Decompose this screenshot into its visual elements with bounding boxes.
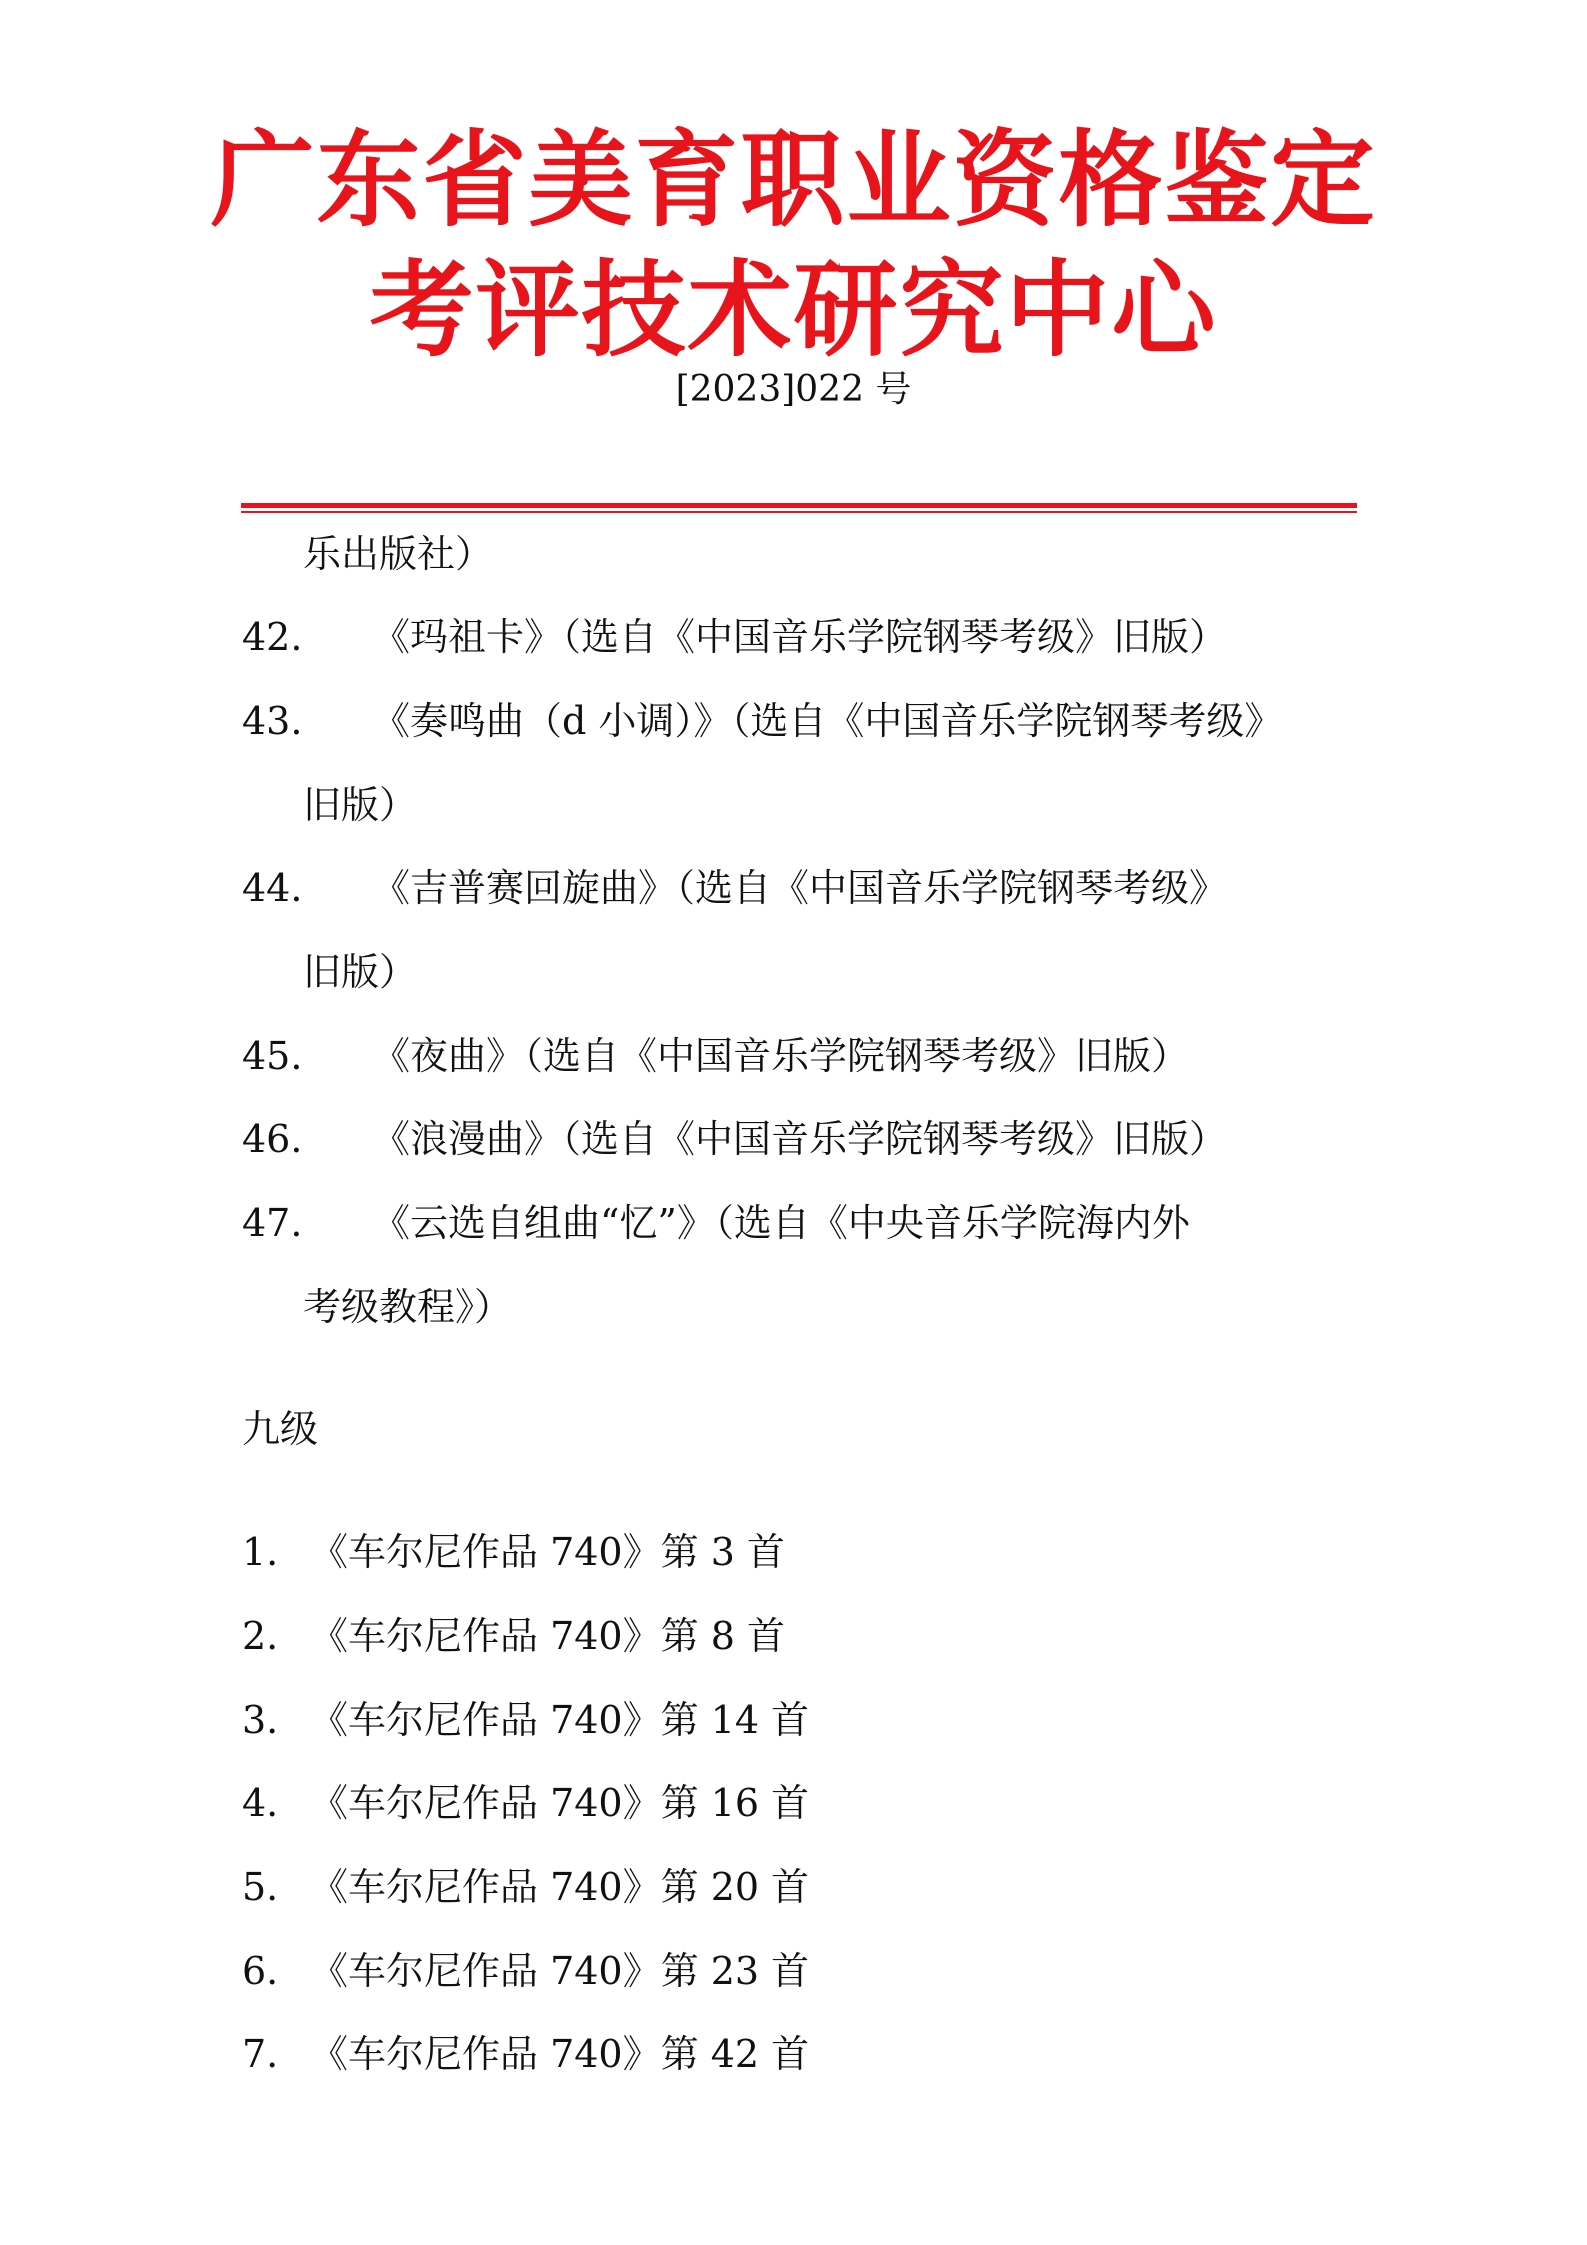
item-text: 《玛祖卡》（选自《中国音乐学院钢琴考级》旧版） [372, 615, 1228, 659]
level9-number: 5. [242, 1865, 279, 1909]
item-text: 《浪漫曲》（选自《中国音乐学院钢琴考级》旧版） [372, 1117, 1228, 1161]
level9-number: 2. [242, 1614, 279, 1658]
level9-text: 《车尔尼作品 740》第 16 首 [310, 1781, 810, 1825]
item-text-continued: 考级教程》） [303, 1285, 513, 1329]
section-heading: 九级 [242, 1407, 319, 1451]
header-divider-thick [241, 503, 1357, 508]
level9-text: 《车尔尼作品 740》第 20 首 [310, 1865, 810, 1909]
item-number: 47. [242, 1201, 303, 1245]
item-text: 《奏鸣曲（d 小调）》（选自《中国音乐学院钢琴考级》 [372, 699, 1283, 743]
item-text: 《云选自组曲“忆”》（选自《中央音乐学院海内外 [372, 1201, 1190, 1245]
level9-text: 《车尔尼作品 740》第 8 首 [310, 1614, 785, 1658]
level9-text: 《车尔尼作品 740》第 42 首 [310, 2032, 810, 2076]
item-text: 《吉普赛回旋曲》（选自《中国音乐学院钢琴考级》 [372, 866, 1228, 910]
item-text: 《夜曲》（选自《中国音乐学院钢琴考级》旧版） [372, 1034, 1190, 1078]
item-text-continued: 旧版） [303, 783, 418, 827]
level9-number: 1. [242, 1530, 279, 1574]
document-number: [2023]022 号 [675, 369, 912, 410]
org-title-line1: 广东省美育职业资格鉴定 [210, 118, 1377, 241]
level9-text: 《车尔尼作品 740》第 14 首 [310, 1698, 810, 1742]
item-number: 42. [242, 615, 303, 659]
item-number: 46. [242, 1117, 303, 1161]
level9-number: 3. [242, 1698, 279, 1742]
header-divider-thin [241, 511, 1357, 513]
item-number: 43. [242, 699, 303, 743]
level9-text: 《车尔尼作品 740》第 23 首 [310, 1949, 810, 1993]
org-title-line2: 考评技术研究中心 [369, 248, 1218, 371]
level9-text: 《车尔尼作品 740》第 3 首 [310, 1530, 785, 1574]
level9-number: 4. [242, 1781, 279, 1825]
item-number: 45. [242, 1034, 303, 1078]
item-number: 44. [242, 866, 303, 910]
level9-number: 6. [242, 1949, 279, 1993]
level9-number: 7. [242, 2032, 279, 2076]
item-text-continued: 旧版） [303, 950, 418, 994]
continued-text: 乐出版社） [303, 532, 494, 576]
